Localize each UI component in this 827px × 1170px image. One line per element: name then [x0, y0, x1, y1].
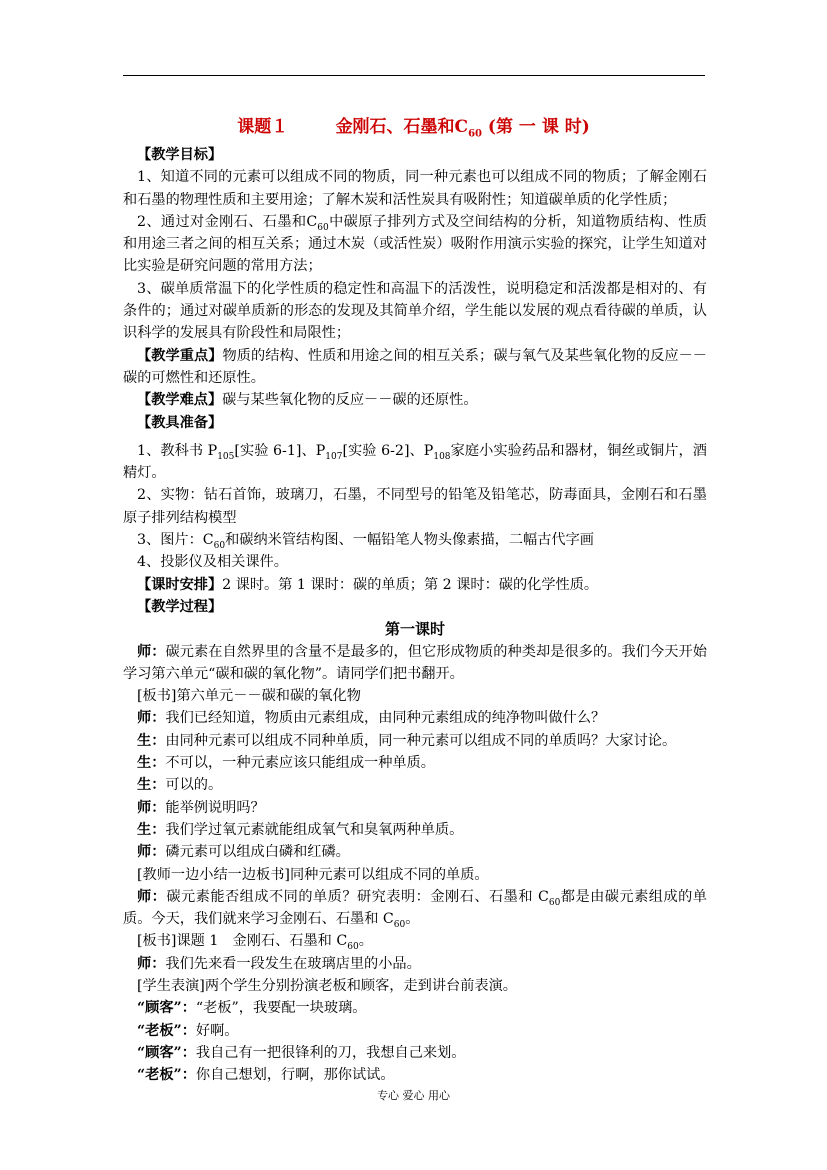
dialogue-line: 师：我们先来看一段发生在玻璃店里的小品。: [137, 955, 421, 972]
title-suffix: (第 一 课 时): [482, 117, 590, 137]
dialogue-line: 师：能举例说明吗？: [137, 799, 265, 816]
lesson-subtitle: 第一课时: [384, 620, 445, 639]
header-rule: [123, 75, 705, 76]
board-note: [板书]第六单元－－碳和碳的氧化物: [137, 688, 361, 705]
dialogue-line: 生：我们学过氧元素就能组成氧气和臭氧两种单质。: [137, 821, 464, 838]
lesson-title: [0, 112, 827, 140]
goals-heading: 【教学目标】: [137, 147, 223, 163]
dialogue-line: 师：碳元素在自然界里的含量不是最多的，但它形成物质的种类却是很多的。我们今天开始学习第六单元“碳和碳的氧化物”。请同学们把书翻开。: [123, 643, 707, 682]
dialogue-line: “老板”：你自己想划，行啊，那你试试。: [137, 1067, 395, 1084]
prep-item-2: 2、实物：钻石首饰，玻璃刀，石墨，不同型号的铅笔及铅笔芯，防毒面具，金刚石和石墨原子排列结构模型: [123, 487, 707, 526]
dialogue-line: 生：不可以，一种元素应该只能组成一种单质。: [137, 755, 435, 772]
prep-item-4: 4、投影仪及相关课件。: [137, 554, 288, 571]
goal-item-2: 2、通过对金刚石、石墨和$C_{60}$中碳原子排列方式及空间结构的分析，知道物质结构、性质和用途三者之间的相互关系；通过木炭（或活性炭）吸附作用演示实验的探究，让学生知道对比实验是研究问题的常用方法；: [123, 213, 707, 275]
title-prefix: 课题１: [237, 117, 289, 137]
process-heading: 【教学过程】: [137, 598, 223, 615]
dialogue-line: 生：可以的。: [137, 777, 223, 794]
goal-item-1: 1、知道不同的元素可以组成不同的物质，同一种元素也可以组成不同的物质；了解金刚石和石墨的物理性质和主要用途；了解木炭和活性炭具有吸附性；知道碳单质的化学性质；: [123, 169, 707, 208]
title-subscript: 60: [468, 128, 483, 140]
dialogue-line: 师：碳元素能否组成不同的单质？研究表明：金刚石、石墨和 $C_{60}$都是由碳元素组成的单质。今天，我们就来学习金刚石、石墨和 $C_{60}$。: [123, 888, 707, 930]
board-note: [学生表演]两个学生分别扮演老板和顾客，走到讲台前表演。: [137, 977, 517, 994]
prep-heading: 【教具准备】: [137, 414, 223, 431]
prep-item-1: 1、教科书 $P_{105}$[实验 6-1]、$P_{107}$[实验 6-2]、$P_{108}$家庭小实验药品和器材，铜丝或铜片，酒精灯。: [123, 442, 707, 482]
prep-item-3: 3、图片：$C_{60}$和碳纳米管结构图、一幅铅笔人物头像素描，二幅古代字画: [137, 532, 594, 551]
board-note: [教师一边小结一边板书]同种元素可以组成不同的单质。: [137, 866, 489, 883]
page-footer: 专心 爱心 用心: [377, 1089, 450, 1102]
dialogue-line: “老板”：好啊。: [137, 1022, 239, 1039]
schedule: 【课时安排】2 课时。第 1 课时：碳的单质；第 2 课时：碳的化学性质。: [137, 576, 599, 593]
dialogue-line: 师：我们已经知道，物质由元素组成，由同种元素组成的纯净物叫做什么？: [137, 710, 606, 727]
dialogue-line: “顾客”：我自己有一把很锋利的刀，我想自己来划。: [137, 1044, 466, 1061]
dialogue-line: 生：由同种元素可以组成不同种单质，同一种元素可以组成不同的单质吗？大家讨论。: [137, 732, 677, 749]
key-points: 【教学重点】物质的结构、性质和用途之间的相互关系；碳与氧气及某些氧化物的反应－－碳的可燃性和还原性。: [123, 347, 707, 386]
title-main: 金刚石、石墨和C: [335, 117, 469, 137]
difficult-points: 【教学难点】碳与某些氧化物的反应－－碳的还原性。: [137, 392, 478, 409]
goal-item-3: 3、碳单质常温下的化学性质的稳定性和高温下的活泼性，说明稳定和活泼都是相对的、有条件的；通过对碳单质新的形态的发现及其简单介绍，学生能以发展的观点看待碳的单质，认识科学的发展具有阶段性和局限性；: [123, 280, 707, 342]
board-note: [板书]课题 1 金刚石、石墨和 $C_{60}$。: [137, 933, 373, 953]
document-body: [123, 144, 707, 1086]
dialogue-line: 师：磷元素可以组成白磷和红磷。: [137, 844, 350, 861]
dialogue-line: “顾客”：“老板”，我要配一块玻璃。: [137, 1000, 367, 1017]
